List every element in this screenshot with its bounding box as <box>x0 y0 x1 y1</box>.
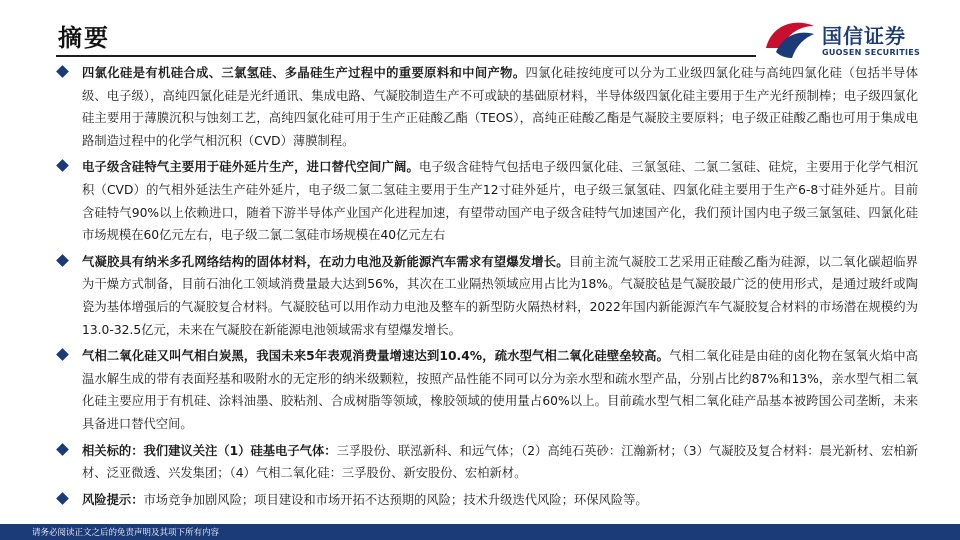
paragraph-body: 四氯化硅按纯度可以分为工业级四氯化硅与高纯四氯化硅（包括半导体级、电子级），高纯四氯化硅是光纤通讯、集成电路、气凝胶制造生产不可或缺的基础原材料，半导体级四氯化硅主要用于生产光纤预制棒；电子级四氯化硅主要用于薄膜沉积与蚀刻工艺，高纯四氯化硅可用于生产正硅酸乙酯（TEOS），高纯正硅酸乙酯是气凝胶主要原料；电子级正硅酸乙酯也可用于集成电路制造过程中的化学气相沉积（CVD）薄膜制程。 <box>82 66 918 148</box>
diamond-bullet-icon <box>56 443 69 456</box>
paragraph-lead: 风险提示： <box>82 492 144 507</box>
company-logo <box>762 18 922 62</box>
paragraph-body: 目前主流气凝胶工艺采用正硅酸乙酯为硅源，以二氧化碳超临界为干燥方式制备，目前石油化工领域消费量最大达到56%，其次在工业隔热领域应用占比为18%。气凝胶毡是气凝胶最广泛的使用形式，是通过玻纤或陶瓷为基体增强后的气凝胶复合材料。气凝胶毡可以用作动力电池及整车的新型防火隔热材料，2022年国内新能源汽车气凝胶复合材料的市场潜在规模约为13.0-32.5亿元，未来在气凝胶在新能源电池领域需求有望爆发增长。 <box>82 254 918 337</box>
disclaimer-text: 请务必阅读正文之后的免责声明及其项下所有内容 <box>32 528 220 538</box>
summary-content <box>58 62 918 515</box>
title-divider <box>56 55 756 57</box>
paragraph-body: 气相二氧化硅是由硅的卤化物在氢氧火焰中高温水解生成的带有表面羟基和吸附水的无定形的纳米级颗粒，按照产品性能不同可以分为亲水型和疏水型产品，分别占比约87%和13%，亲水型气相二氧化硅主要应用于有机硅、涂料油墨、胶粘剂、合成树脂等领域，橡胶领域的使用量占60%以上。目前疏水型气相二氧化硅产品基本被跨国公司垄断，未来具备进口替代空间。 <box>82 349 918 431</box>
logo-mark-icon <box>762 18 818 60</box>
summary-paragraph <box>58 345 918 435</box>
paragraph-lead: 气相二氧化硅又叫气相白炭黑，我国未来5年表观消费量增速达到10.4%，疏水型气相二氧化硅壁垒较高。 <box>82 349 670 364</box>
paragraph-lead: 电子级含硅特气主要用于硅外延片生产，进口替代空间广阔。 <box>82 160 419 175</box>
paragraph-lead: 气凝胶具有纳米多孔网络结构的固体材料，在动力电池及新能源汽车需求有望爆发增长。 <box>82 254 569 269</box>
diamond-bullet-icon <box>56 348 69 361</box>
paragraph-body: 电子级含硅特气包括电子级四氯化硅、三氯氢硅、二氯二氢硅、硅烷，主要用于化学气相沉积（CVD）的气相外延法生产硅外延片，电子级二氯二氢硅主要用于生产12寸硅外延片，电子级三氯氢硅、四氯化硅主要用于生产6-8寸硅外延片。目前含硅特气90%以上依赖进口，随着下游半导体产业国产化进程加速，有望带动国产电子级含硅特气加速国产化，我们预计国内电子级三氯氢硅、四氯化硅市场规模在60亿元左右，电子级二氯二氢硅市场规模在40亿元左右 <box>82 160 918 243</box>
logo-text-cn: 国信证券 <box>822 24 906 48</box>
summary-paragraph <box>58 156 918 246</box>
summary-paragraph <box>58 440 918 485</box>
page-title: 摘要 <box>58 24 110 52</box>
summary-paragraph <box>58 489 918 512</box>
diamond-bullet-icon <box>56 160 69 173</box>
paragraph-body: 三孚股份、联泓新科、和远气体；（2）高纯石英砂：江瀚新材；（3）气凝胶及复合材料：晨光新材、宏柏新材、泛亚微透、兴发集团；（4）气相二氧化硅：三孚股份、新安股份、宏柏新材。 <box>82 443 918 481</box>
diamond-bullet-icon <box>56 65 69 78</box>
diamond-bullet-icon <box>56 492 69 505</box>
paragraph-lead: 四氯化硅是有机硅合成、三氯氢硅、多晶硅生产过程中的重要原料和中间产物。 <box>82 66 526 80</box>
paragraph-lead: 相关标的：我们建议关注（1）硅基电子气体： <box>82 443 337 458</box>
summary-paragraph <box>58 251 918 341</box>
diamond-bullet-icon <box>56 254 69 267</box>
summary-paragraph <box>58 62 918 152</box>
paragraph-body: 市场竞争加剧风险；项目建设和市场开拓不达预期的风险；技术升级迭代风险；环保风险等。 <box>143 492 648 507</box>
header <box>0 0 960 64</box>
footer-bar <box>0 524 960 540</box>
logo-text-en: GUOSEN SECURITIES <box>822 48 921 57</box>
